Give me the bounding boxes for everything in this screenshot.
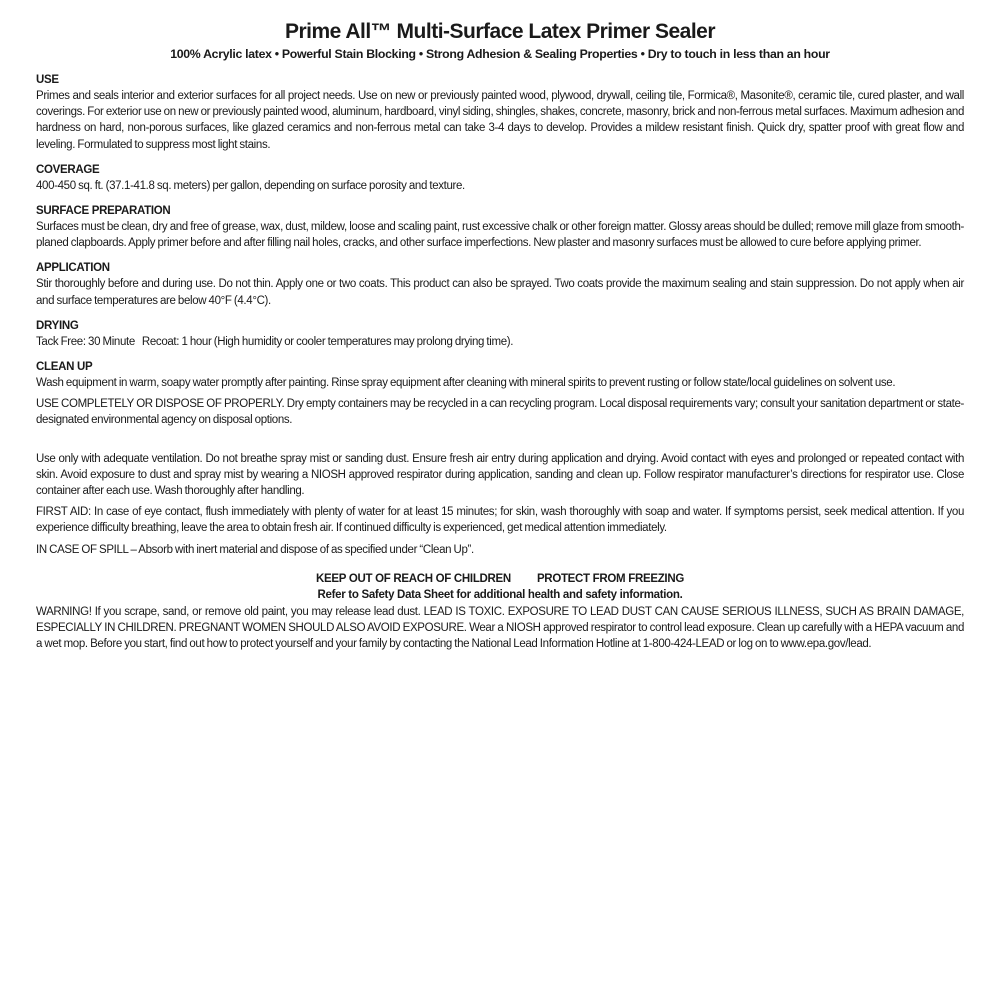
coverage-body: 400-450 sq. ft. (37.1-41.8 sq. meters) per gallon, depending on surface porosity and texture. bbox=[36, 179, 465, 192]
application-heading: APPLICATION bbox=[36, 262, 110, 275]
clean-up-section bbox=[36, 359, 964, 391]
ventilation-text: Use only with adequate ventilation. Do not breathe spray mist or sanding dust. Ensure fresh air entry during application and drying. Avoid contact with eyes and prolonged or repeated contact with skin. Avoid exposure to dust and spray mist by wearing a NIOSH approved respirator during application, sanding and clean up. Follow respirator manufacturer’s directions for respirator use. Close container after each use. Wash thoroughly after handling. bbox=[36, 452, 964, 498]
surface-preparation-section bbox=[36, 203, 964, 251]
clean-up-heading: CLEAN UP bbox=[36, 361, 93, 374]
application-body: Stir thoroughly before and during use. Do not thin. Apply one or two coats. This product can also be sprayed. Two coats provide the maximum sealing and stain suppression. Do not apply when air and surface temperatures are below 40°F (4.4°C). bbox=[36, 278, 964, 307]
label-document bbox=[36, 20, 964, 652]
coverage-section bbox=[36, 162, 964, 194]
keep-out-of-reach-text: KEEP OUT OF REACH OF CHILDREN bbox=[316, 572, 511, 585]
use-heading: USE bbox=[36, 74, 59, 86]
lead-warning-text: WARNING! If you scrape, sand, or remove old paint, you may release lead dust. LEAD IS TOXIC. EXPOSURE TO LEAD DUST CAN CAUSE SERIOUS ILLNESS, SUCH AS BRAIN DAMAGE, ESPECIALLY IN CHILDREN. PREGNANT WOMEN SHOULD ALSO AVOID EXPOSURE. Wear a NIOSH approved respirator to control lead exposure. Clean up carefully with a HEPA vacuum and a wet mop. Before you start, find out how to protect yourself and your family by contacting the National Lead Information Hotline at 1-800-424-LEAD or log on to www.epa.gov/lead. bbox=[36, 605, 964, 651]
surface-preparation-heading: SURFACE PREPARATION bbox=[36, 205, 171, 218]
use-section bbox=[36, 72, 964, 153]
use-body: Primes and seals interior and exterior surfaces for all project needs. Use on new or previously painted wood, plywood, drywall, ceiling tile, Formica®, Masonite®, ceramic tile, cured plaster, and wall coverings. For exterior use on new or previously painted wood, aluminum, hardboard, vinyl siding, shingles, shakes, concrete, masonry, brick and non-ferrous metal surfaces. Maximum adhesion and hardness on hard, non-porous surfaces, like glazed ceramics and non-ferrous metal can take 3-4 days to develop. Provides a mildew resistant finish. Quick dry, spatter proof with great flow and leveling. Formulated to suppress most light stains. bbox=[36, 90, 964, 151]
first-aid-text: FIRST AID: In case of eye contact, flush immediately with plenty of water for at least 15 minutes; for skin, wash thoroughly with soap and water. If symptoms persist, seek medical attention. If you experience difficulty breathing, leave the area to obtain fresh air. If continued difficulty is experienced, get medical attention immediately. bbox=[36, 506, 964, 535]
drying-heading: DRYING bbox=[36, 319, 79, 332]
drying-section bbox=[36, 318, 964, 350]
product-title: Prime All™ Multi-Surface Latex Primer Sealer bbox=[284, 20, 716, 43]
safety-notice bbox=[36, 571, 964, 604]
protect-from-freezing-text: PROTECT FROM FREEZING bbox=[536, 572, 684, 585]
surface-preparation-body: Surfaces must be clean, dry and free of grease, wax, dust, mildew, loose and scaling paint, rust excessive chalk or other foreign matter. Glossy areas should be dulled; remove mill glaze from smooth-planed clapboards. Apply primer before and after filling nail holes, cracks, and other surface imperfections. New plaster and masonry surfaces must be allowed to cure before applying primer. bbox=[36, 221, 964, 250]
disposal-text: USE COMPLETELY OR DISPOSE OF PROPERLY. Dry empty containers may be recycled in a can recycling program. Local disposal requirements vary; consult your sanitation department or state-designated environmental agency on disposal options. bbox=[36, 398, 964, 427]
sds-reference-text: Refer to Safety Data Sheet for additional health and safety information. bbox=[317, 589, 683, 602]
spill-text: IN CASE OF SPILL – Absorb with inert material and dispose of as specified under “Clean Up”. bbox=[36, 543, 474, 556]
coverage-heading: COVERAGE bbox=[36, 163, 100, 176]
clean-up-body: Wash equipment in warm, soapy water promptly after painting. Rinse spray equipment after cleaning with mineral spirits to prevent rusting or follow state/local guidelines on solvent use. bbox=[36, 377, 896, 390]
product-subtitle: 100% Acrylic latex • Powerful Stain Blocking • Strong Adhesion & Sealing Properties • Dry to touch in less than an hour bbox=[170, 47, 830, 61]
drying-body: Tack Free: 30 Minute Recoat: 1 hour (High humidity or cooler temperatures may prolong drying time). bbox=[36, 335, 514, 348]
application-section bbox=[36, 260, 964, 308]
